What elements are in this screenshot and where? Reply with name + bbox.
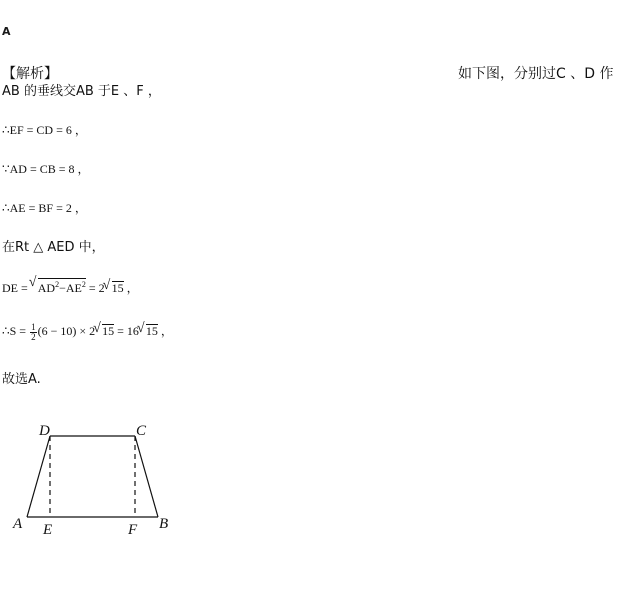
label-c: C — [136, 423, 147, 439]
label-d: D — [39, 423, 50, 439]
sup-ad: 2 — [55, 280, 60, 289]
step-ae-equals-bf: ∴AE = BF = 2 ， — [2, 201, 87, 215]
de-eq: = 2 — [88, 281, 105, 295]
de-lhs: DE = — [2, 281, 28, 295]
rad-ad: AD — [37, 281, 56, 295]
label-f: F — [128, 522, 138, 538]
frac-num: 1 — [31, 321, 36, 332]
answer-letter: A — [2, 25, 11, 38]
analysis-intro-left: AB 的垂线交AB 于E 、F ， — [2, 84, 161, 99]
trapezoid-figure — [0, 410, 200, 550]
frac-den: 2 — [31, 331, 36, 342]
step-area-formula — [2, 322, 173, 342]
label-b: B — [159, 516, 169, 532]
step-ad-equals-cb: ∵AD = CB = 8 ， — [2, 162, 90, 176]
area-mid: (6 − 10) × 2 — [37, 324, 96, 338]
minus-ae: −AE — [59, 281, 82, 295]
rad-15-b: 15 — [102, 324, 115, 338]
area-eq: = 16 — [114, 324, 139, 338]
step-in-rt-triangle: 在Rt △ AED 中， — [2, 240, 105, 255]
de-tail: ， — [123, 281, 139, 295]
rad-15-c: 15 — [145, 324, 158, 338]
sqrt-15-b — [95, 324, 114, 339]
label-a: A — [13, 516, 23, 532]
conclusion: 故选A. — [2, 372, 41, 387]
rad-15-a: 15 — [111, 281, 124, 295]
analysis-heading: 【解析】 — [2, 66, 58, 82]
step-ef-equals-cd: ∴EF = CD = 6 ， — [2, 123, 87, 137]
step-de-formula — [2, 278, 139, 296]
fraction-half — [30, 323, 37, 342]
side-cb — [135, 436, 158, 517]
area-lhs: ∴S = — [2, 324, 27, 338]
sqrt-ad-ae — [31, 278, 86, 296]
sqrt-15-c — [139, 324, 158, 339]
analysis-intro-right: 如下图，分别过C 、D 作 — [458, 66, 614, 82]
side-ad — [27, 436, 50, 517]
area-tail: ， — [157, 324, 173, 338]
sqrt-15-a — [105, 281, 124, 296]
label-e: E — [43, 522, 53, 538]
sup-ae: 2 — [81, 280, 86, 289]
